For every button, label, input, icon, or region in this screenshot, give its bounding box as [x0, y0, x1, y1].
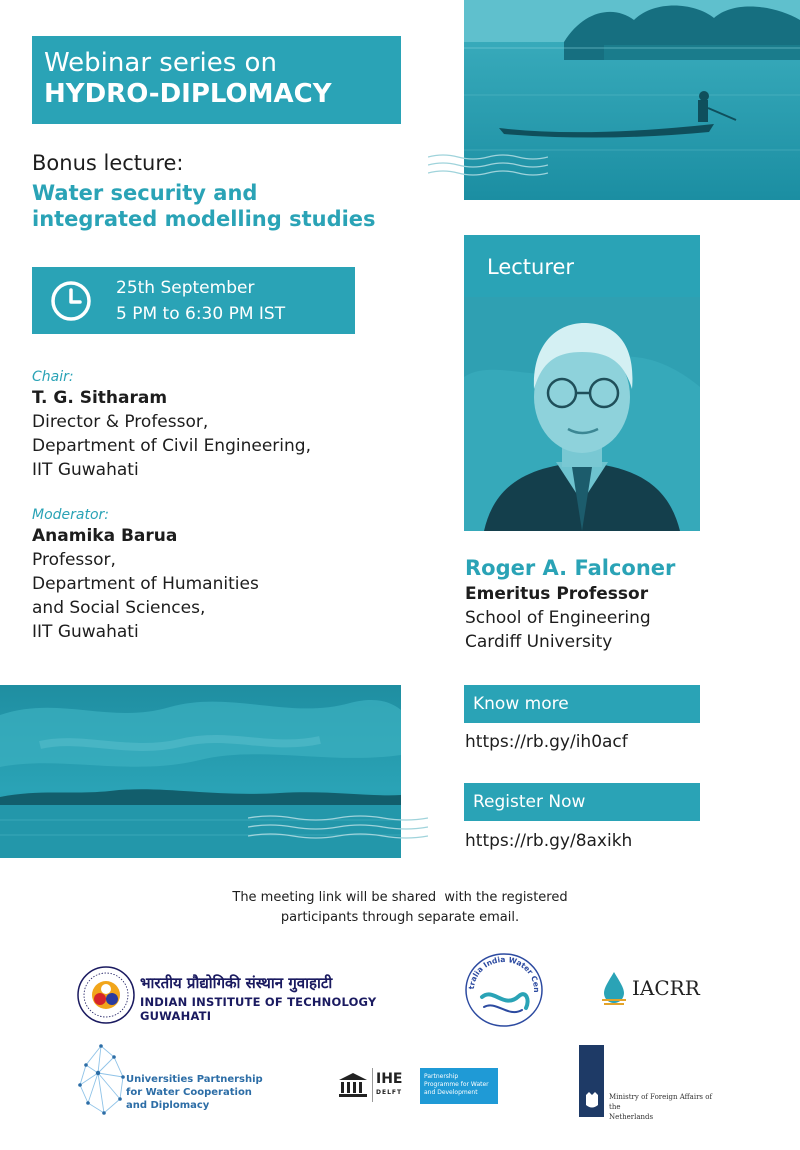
- netherlands-ministry-logo: [579, 1045, 719, 1121]
- moderator-line: and Social Sciences,: [32, 598, 206, 618]
- ministry-line-2: Netherlands: [609, 1113, 654, 1121]
- network-globe-icon: [76, 1043, 126, 1119]
- chair-role: Chair:: [32, 369, 74, 385]
- moderator-line: IIT Guwahati: [32, 622, 139, 642]
- note-line-1: The meeting link will be shared with the registered: [232, 890, 568, 905]
- australia-india-water-centre-logo: [464, 952, 544, 1028]
- royal-crest-icon: [582, 1091, 602, 1111]
- lecturer-heading: Lecturer: [464, 235, 700, 297]
- note-line-2: participants through separate email.: [280, 910, 520, 925]
- series-line-1: Webinar series on: [44, 48, 277, 78]
- moderator-name: Anamika Barua: [32, 526, 178, 546]
- moderator-line: Professor,: [32, 550, 116, 570]
- know-more-link[interactable]: https://rb.gy/ih0acf: [465, 732, 628, 752]
- lecture-title: [32, 180, 376, 232]
- lecturer-photo: [464, 297, 700, 531]
- wave-decoration: [248, 812, 428, 848]
- iitg-english-name: INDIAN INSTITUTE OF TECHNOLOGY GUWAHATI: [140, 995, 377, 1023]
- clock-icon: [50, 280, 92, 322]
- iacrr-name: IACRR: [632, 976, 700, 1000]
- chair-line: Director & Professor,: [32, 412, 209, 432]
- lecturer-university: Cardiff University: [465, 632, 613, 652]
- ihe-partnership-line-3: and Development: [424, 1089, 478, 1096]
- iit-guwahati-logo: [76, 965, 416, 1027]
- lecturer-name: Roger A. Falconer: [465, 556, 676, 580]
- iitg-hindi-name: भारतीय प्रौद्योगिकी संस्थान गुवाहाटी: [140, 974, 333, 992]
- ministry-name: [609, 1092, 719, 1122]
- lecturer-title: Emeritus Professor: [465, 584, 649, 604]
- chair-line: IIT Guwahati: [32, 460, 139, 480]
- ihe-divider: [372, 1068, 373, 1102]
- iitg-emblem-icon: [76, 965, 136, 1025]
- meeting-link-note: [0, 888, 800, 928]
- iacrr-logo: [596, 966, 716, 1012]
- unesco-temple-icon: [338, 1072, 368, 1098]
- series-line-2: HYDRO-DIPLOMACY: [44, 79, 332, 109]
- upwcd-name: [126, 1073, 263, 1112]
- register-link[interactable]: https://rb.gy/8axikh: [465, 831, 633, 851]
- ihe-partnership-box: [420, 1068, 498, 1104]
- moderator-role: Moderator:: [32, 507, 110, 523]
- ihe-name: IHE: [376, 1071, 403, 1087]
- ihe-delft: DELFT: [376, 1089, 403, 1096]
- universities-partnership-logo: [76, 1043, 276, 1119]
- moderator-line: Department of Humanities: [32, 574, 259, 594]
- wave-decoration: [428, 152, 548, 184]
- webinar-title-box: [32, 36, 401, 124]
- chair-name: T. G. Sitharam: [32, 388, 168, 408]
- bonus-label: Bonus lecture:: [32, 151, 184, 175]
- upwcd-line-3: and Diplomacy: [126, 1100, 210, 1111]
- aiwc-emblem-icon: [464, 952, 544, 1028]
- water-drop-icon: [600, 970, 628, 1008]
- moderator-block: [32, 506, 259, 644]
- schedule-date: 25th September: [116, 278, 255, 298]
- ministry-line-1: Ministry of Foreign Affairs of the: [609, 1093, 713, 1111]
- schedule-box: [32, 267, 355, 334]
- upwcd-line-2: for Water Cooperation: [126, 1087, 252, 1098]
- chair-block: [32, 368, 311, 482]
- lecture-title-line-2: integrated modelling studies: [32, 207, 376, 231]
- ihe-partnership-line-1: Partnership: [424, 1073, 459, 1080]
- know-more-button[interactable]: Know more: [464, 685, 700, 723]
- chair-line: Department of Civil Engineering,: [32, 436, 311, 456]
- lecturer-school: School of Engineering: [465, 608, 651, 628]
- ihe-partnership-line-2: Programme for Water: [424, 1081, 489, 1088]
- lecture-title-line-1: Water security and: [32, 181, 258, 205]
- aiwc-name: tralia India Water Cen: [466, 954, 542, 993]
- upwcd-line-1: Universities Partnership: [126, 1074, 263, 1085]
- register-now-button[interactable]: Register Now: [464, 783, 700, 821]
- ihe-delft-logo: [338, 1068, 498, 1104]
- schedule-time: 5 PM to 6:30 PM IST: [116, 304, 286, 324]
